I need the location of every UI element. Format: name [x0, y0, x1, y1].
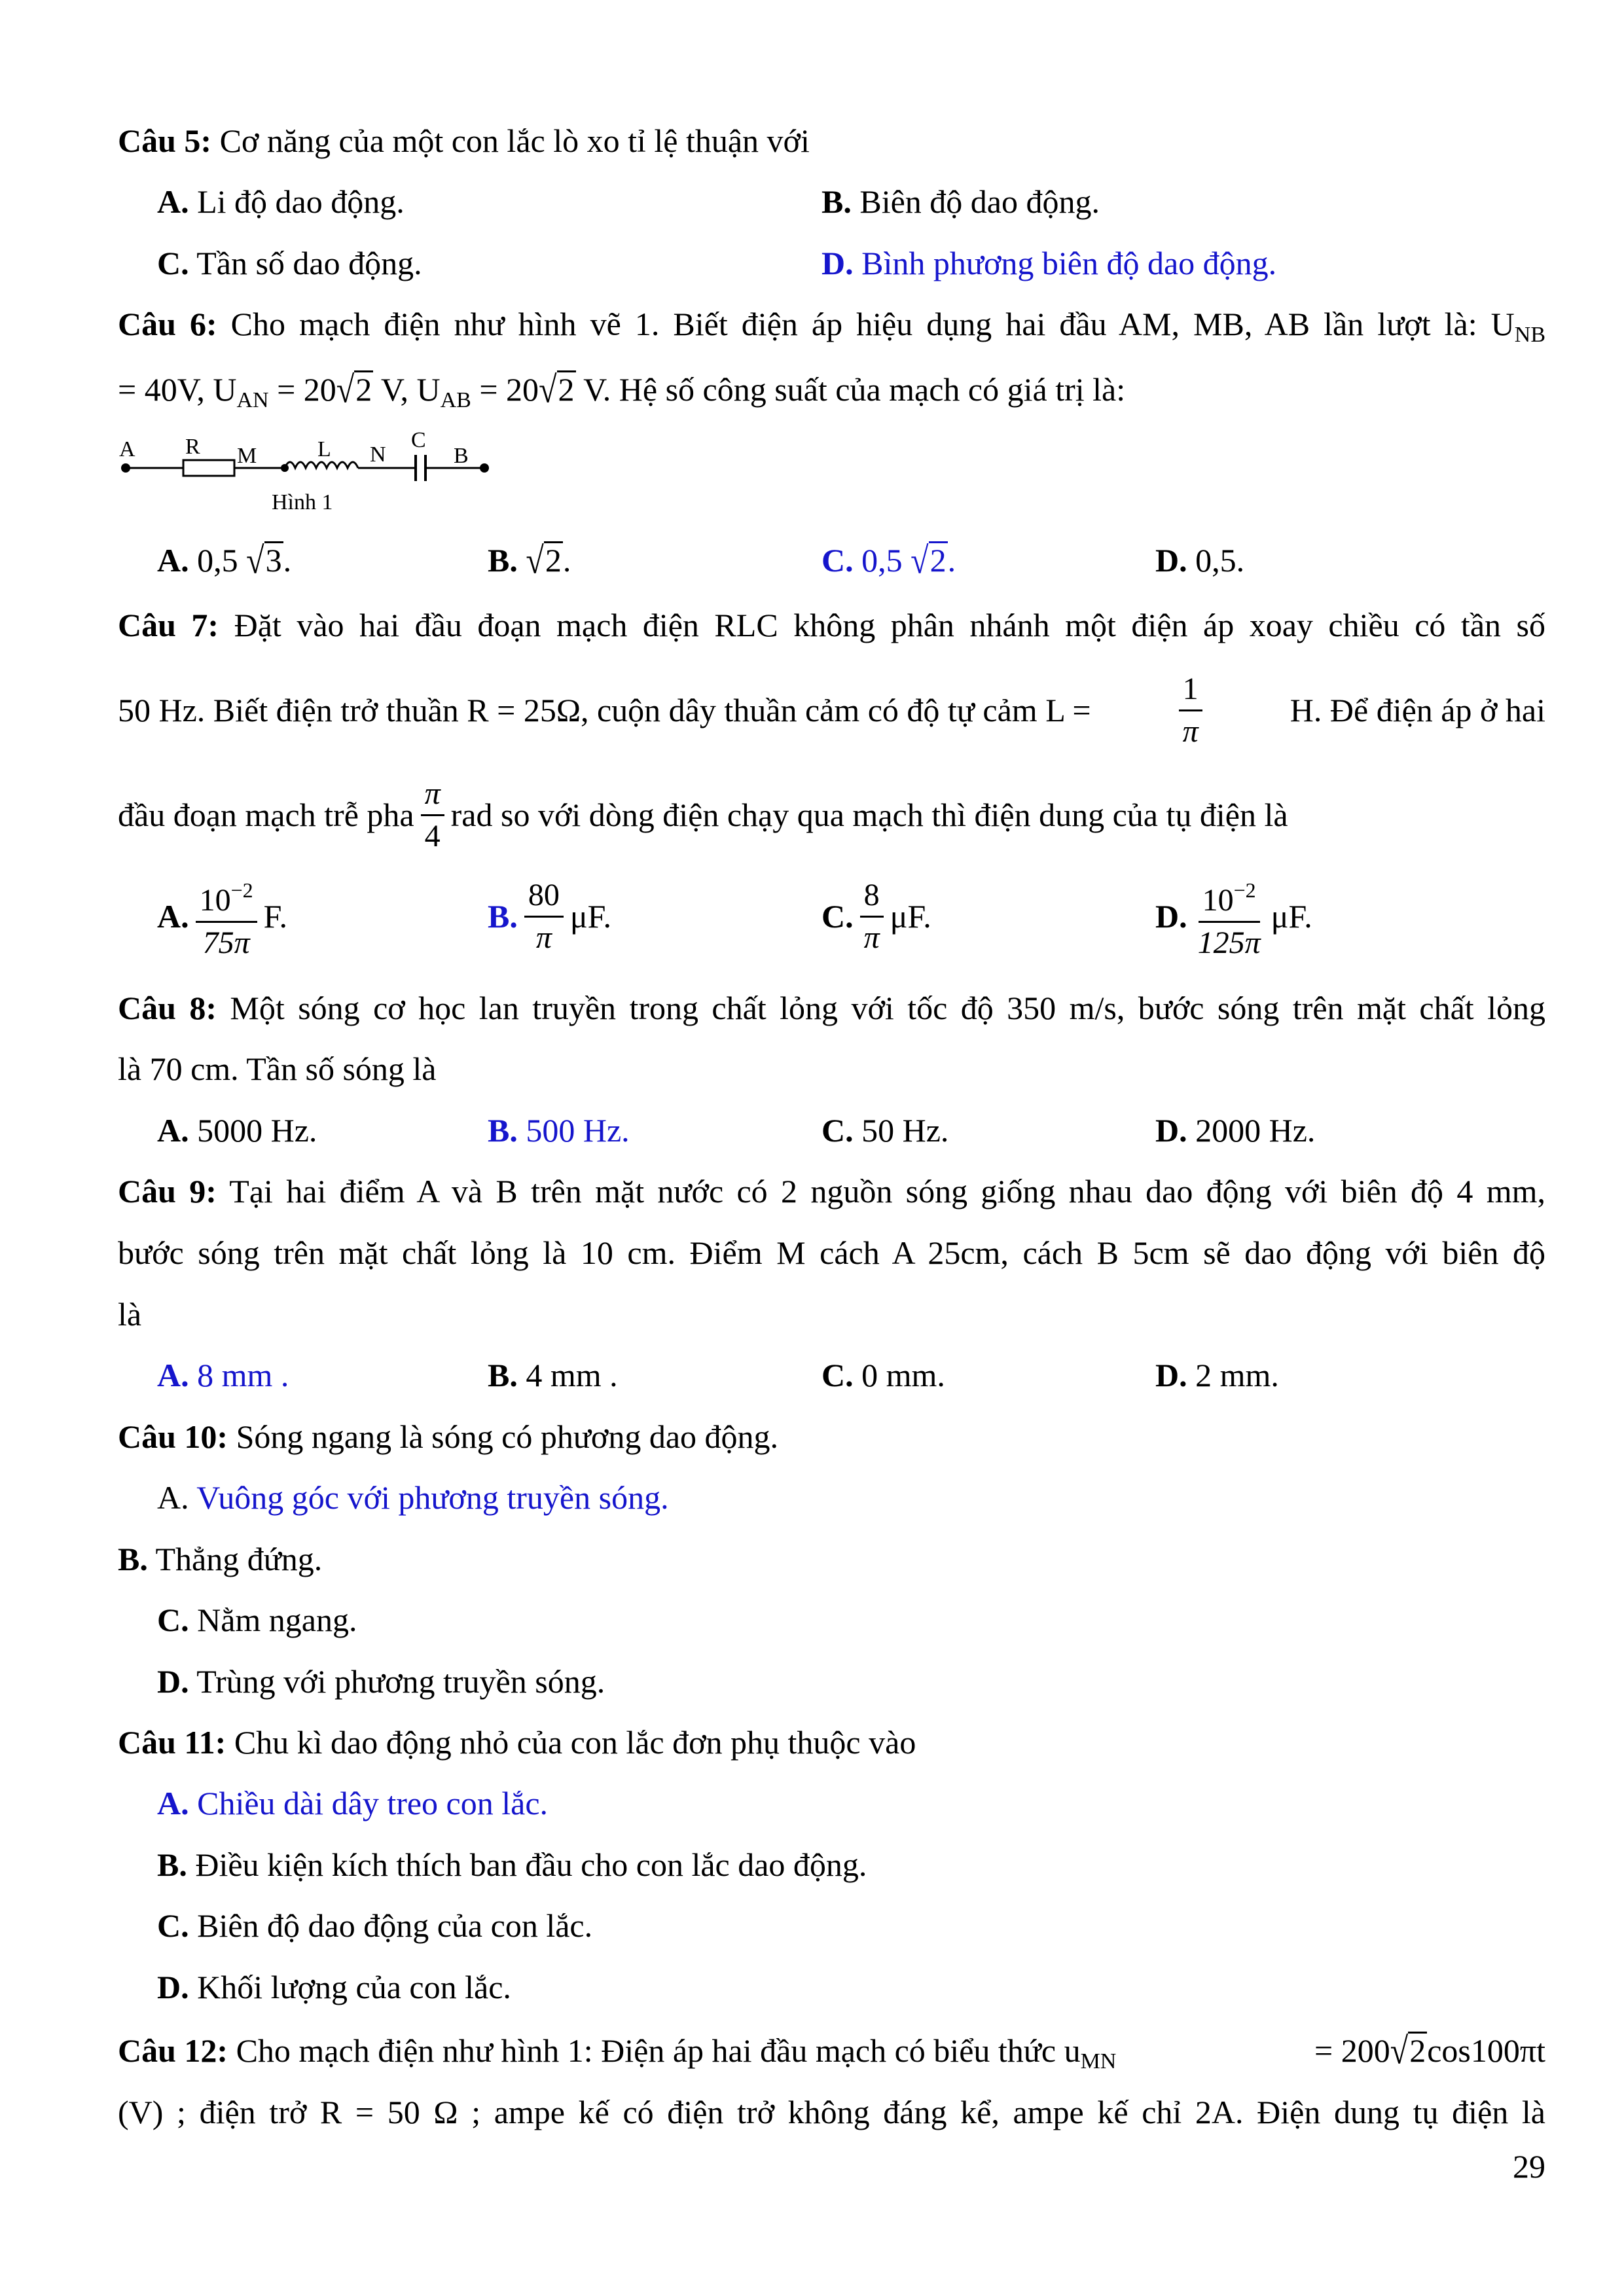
- q6-stem2-e: V. Hệ số công suất của mạch có giá trị là:: [575, 371, 1126, 408]
- q9-stem-line3: là: [118, 1296, 142, 1333]
- q5-option-a-text: Li độ dao động.: [189, 183, 405, 220]
- q9-option-d-text: 2 mm.: [1187, 1357, 1279, 1393]
- q7-option-b-fraction: [524, 875, 564, 958]
- label-r: R: [185, 435, 200, 459]
- node-b: [480, 463, 489, 473]
- q8-option-b: [488, 1111, 630, 1150]
- q12-stem1-a: Cho mạch điện như hình 1: Điện áp hai đầu mạch có biểu thức u: [228, 2032, 1081, 2069]
- label-c: C: [411, 429, 426, 452]
- q7-option-d: [1155, 867, 1312, 965]
- q5-option-b-text: Biên độ dao động.: [851, 183, 1100, 220]
- q11-option-a: [157, 1784, 548, 1823]
- q5-option-d: [821, 243, 1276, 283]
- q10-option-d: [157, 1662, 605, 1701]
- q6-option-d-text: 0,5.: [1187, 542, 1245, 579]
- q8-option-d: [1155, 1111, 1315, 1150]
- q10-option-c-letter: C.: [157, 1602, 189, 1638]
- q9-stem1: Tại hai điểm A và B trên mặt nước có 2 nguồn sóng giống nhau dao động với biên độ 4 mm,: [216, 1173, 1545, 1210]
- q6-option-d: [1155, 541, 1244, 580]
- q6-option-b-text: [518, 542, 526, 579]
- q10-option-d-text: Trùng với phương truyền sóng.: [189, 1663, 605, 1700]
- q8-option-c: [821, 1111, 948, 1150]
- q10-option-b-letter: B.: [118, 1541, 148, 1577]
- q7-option-d-exp: −2: [1233, 878, 1256, 902]
- q6-sqrt-2-value: 2: [558, 371, 575, 408]
- q10-label: Câu 10:: [118, 1418, 228, 1455]
- q10-option-a-letter: A.: [157, 1479, 189, 1516]
- q10-stem-text: Sóng ngang là sóng có phương dao động.: [228, 1418, 779, 1455]
- node-m: [281, 464, 289, 472]
- q7-option-c: [821, 867, 931, 965]
- q7-fraction-pi-den: 4: [424, 818, 441, 853]
- q5-stem-text: Cơ năng của một con lắc lò xo tỉ lệ thuận với: [211, 122, 810, 159]
- q8-option-d-letter: D.: [1155, 1112, 1187, 1149]
- q10-option-d-letter: D.: [157, 1663, 189, 1700]
- q6-stem2-b: = 20: [268, 371, 336, 408]
- q7-stem-line2: [118, 661, 1545, 759]
- q8-option-b-letter: B.: [488, 1112, 518, 1149]
- q12-sub-mn: MN: [1080, 2049, 1117, 2073]
- q7-stem2-b: H. Để điện áp ở hai: [1290, 692, 1545, 728]
- q7-option-b-num: 80: [524, 875, 564, 918]
- q12-label: Câu 12:: [118, 2032, 228, 2069]
- q10-option-a: [157, 1478, 669, 1517]
- q9-option-b: [488, 1355, 618, 1395]
- label-l: L: [317, 437, 331, 461]
- q11-option-c: [157, 1906, 592, 1945]
- q6-option-b-sqrt: √2: [526, 539, 562, 582]
- q9-label: Câu 9:: [118, 1173, 217, 1210]
- q7-stem-line3: [118, 766, 1545, 864]
- q10-stem: [118, 1417, 1545, 1456]
- q8-label: Câu 8:: [118, 990, 217, 1026]
- q12-sqrt: √2: [1390, 2029, 1426, 2072]
- q7-option-c-num: 8: [860, 875, 884, 918]
- q7-option-b-letter: B.: [488, 898, 518, 935]
- q11-option-b-letter: B.: [157, 1846, 187, 1883]
- q6-sqrt-1-value: 2: [355, 371, 372, 408]
- q7-option-d-den: 125π: [1197, 925, 1261, 960]
- q6-option-a-after: .: [283, 542, 292, 579]
- q5-option-d-text: Bình phương biên độ dao động.: [853, 245, 1277, 281]
- q10-option-a-text: Vuông góc với phương truyền sóng.: [189, 1479, 669, 1516]
- q8-option-d-text: 2000 Hz.: [1187, 1112, 1316, 1149]
- q6-stem1: Cho mạch điện như hình vẽ 1. Biết điện áp hiệu dụng hai đầu AM, MB, AB lần lượt là: U: [217, 306, 1515, 342]
- q6-label: Câu 6:: [118, 306, 217, 342]
- q8-stem1: Một sóng cơ học lan truyền trong chất lỏng với tốc độ 350 m/s, bước sóng trên mặt chất lỏng: [217, 990, 1545, 1026]
- page-number: 29: [1513, 2148, 1545, 2185]
- q6-option-c-text: 0,5: [853, 542, 911, 579]
- q7-option-d-unit: μF.: [1271, 898, 1312, 935]
- q6-stem-line1: [118, 304, 1545, 355]
- label-b: B: [454, 444, 469, 468]
- q5-option-c-letter: C.: [157, 245, 189, 281]
- q11-option-a-letter: A.: [157, 1785, 189, 1821]
- q6-option-b-root: 2: [545, 542, 562, 579]
- q12-stem-line1: [118, 2031, 1545, 2081]
- q9-option-a: [157, 1355, 289, 1395]
- q6-stem2-d: = 20: [471, 371, 539, 408]
- q7-option-b: [488, 867, 611, 965]
- q9-stem-line1: [118, 1172, 1545, 1211]
- q7-option-c-letter: C.: [821, 898, 854, 935]
- q6-option-a-text: 0,5: [189, 542, 247, 579]
- q11-option-b-text: Điều kiện kích thích ban đầu cho con lắc dao động.: [187, 1846, 867, 1883]
- q7-fraction-l: [1179, 669, 1202, 752]
- q7-option-a-num: 10: [199, 882, 231, 918]
- q11-option-b: [157, 1845, 867, 1884]
- q5-option-c-text: Tần số dao động.: [189, 245, 422, 281]
- q6-option-a-letter: A.: [157, 542, 189, 579]
- q7-option-a-unit: F.: [263, 898, 287, 935]
- q6-option-d-letter: D.: [1155, 542, 1187, 579]
- q8-stem-line1: [118, 988, 1545, 1028]
- q10-option-b: [118, 1539, 322, 1579]
- q12-stem-line2: (V) ; điện trở R = 50 Ω ; ampe kế có điện trở không đáng kể, ampe kế chỉ 2A. Điện dung tụ điện là: [118, 2094, 1545, 2130]
- q8-option-c-letter: C.: [821, 1112, 854, 1149]
- q8-option-a-text: 5000 Hz.: [189, 1112, 317, 1149]
- q11-option-d-letter: D.: [157, 1969, 189, 2005]
- inductor-coil: [285, 462, 358, 468]
- q9-option-a-letter: A.: [157, 1357, 189, 1393]
- q6-option-c-letter: C.: [821, 542, 854, 579]
- q7-option-a-den: 75π: [202, 925, 250, 960]
- q5-option-a-letter: A.: [157, 183, 189, 220]
- q7-option-d-num: 10: [1202, 882, 1234, 918]
- q8-stem-line2: là 70 cm. Tần số sóng là: [118, 1050, 437, 1087]
- q6-option-a-sqrt: √3: [246, 539, 282, 582]
- q7-stem3-a: đầu đoạn mạch trễ pha: [118, 797, 414, 833]
- q7-fraction-pi: [421, 774, 444, 857]
- q12-stem1-c: cos100πt: [1427, 2032, 1545, 2069]
- q6-stem-line2: [118, 370, 1545, 420]
- q7-option-b-den: π: [535, 920, 552, 955]
- label-a: A: [119, 437, 135, 461]
- figure-caption: Hình 1: [272, 490, 333, 514]
- q5-option-b-letter: B.: [821, 183, 852, 220]
- q9-stem-line2: bước sóng trên mặt chất lỏng là 10 cm. Điểm M cách A 25cm, cách B 5cm sẽ dao động với biên độ: [118, 1234, 1545, 1271]
- q6-sub-nb: NB: [1514, 323, 1545, 347]
- q5-option-a: [157, 182, 405, 221]
- q7-option-d-letter: D.: [1155, 898, 1187, 935]
- resistor: [183, 460, 234, 476]
- q7-option-a-letter: A.: [157, 898, 189, 935]
- q9-option-d: [1155, 1355, 1279, 1395]
- q7-label: Câu 7:: [118, 607, 219, 643]
- q6-option-a-root: 3: [265, 542, 282, 579]
- q7-option-a: [157, 867, 287, 965]
- q9-option-d-letter: D.: [1155, 1357, 1187, 1393]
- q11-label: Câu 11:: [118, 1724, 226, 1761]
- q7-option-c-unit: μF.: [890, 898, 931, 935]
- q9-option-b-letter: B.: [488, 1357, 518, 1393]
- q6-stem2-c: V, U: [373, 371, 441, 408]
- q8-option-b-text: 500 Hz.: [517, 1112, 630, 1149]
- q7-fraction-l-num: 1: [1179, 669, 1202, 711]
- q6-option-c: [821, 541, 956, 580]
- q12-stem1-b: = 200: [1314, 2032, 1390, 2069]
- label-n: N: [370, 442, 386, 467]
- q10-option-c-text: Nằm ngang.: [189, 1602, 357, 1638]
- q7-stem-line1: [118, 605, 1545, 645]
- q7-option-a-fraction: [196, 870, 257, 963]
- q7-option-a-exp: −2: [230, 878, 253, 902]
- q5-option-d-letter: D.: [821, 245, 854, 281]
- q6-option-c-sqrt: √2: [911, 539, 947, 582]
- q6-option-b-letter: B.: [488, 542, 518, 579]
- q6-option-c-root: 2: [929, 542, 947, 579]
- q11-option-d: [157, 1967, 511, 2007]
- q6-sub-ab: AB: [440, 388, 471, 412]
- q6-option-b-after: .: [562, 542, 571, 579]
- q9-option-c-text: 0 mm.: [853, 1357, 945, 1393]
- q5-stem: [118, 121, 1545, 160]
- q7-fraction-pi-num: π: [421, 774, 444, 816]
- q10-option-c: [157, 1600, 357, 1640]
- q12-sqrt-value: 2: [1409, 2032, 1426, 2069]
- q11-stem: [118, 1723, 1545, 1762]
- q6-sqrt-1: √2: [336, 368, 372, 411]
- q9-option-c-letter: C.: [821, 1357, 854, 1393]
- q9-option-c: [821, 1355, 945, 1395]
- q9-option-a-text: 8 mm .: [189, 1357, 289, 1393]
- q11-option-c-text: Biên độ dao động của con lắc.: [189, 1907, 593, 1944]
- q6-sub-an: AN: [236, 388, 269, 412]
- q11-stem-text: Chu kì dao động nhỏ của con lắc đơn phụ thuộc vào: [226, 1724, 916, 1761]
- q8-option-c-text: 50 Hz.: [853, 1112, 949, 1149]
- q5-label: Câu 5:: [118, 122, 212, 159]
- q7-option-b-unit: μF.: [569, 898, 611, 935]
- q6-option-a: [157, 541, 291, 580]
- q6-stem2-a: = 40V, U: [118, 371, 237, 408]
- q7-stem3-b: rad so với dòng điện chạy qua mạch thì điện dung của tụ điện là: [450, 797, 1288, 833]
- q7-option-d-fraction: [1194, 870, 1265, 963]
- node-a: [121, 463, 130, 473]
- q7-option-c-fraction: [860, 875, 884, 958]
- q8-option-a-letter: A.: [157, 1112, 189, 1149]
- q6-option-c-after: .: [947, 542, 956, 579]
- label-m: M: [237, 444, 257, 468]
- q7-fraction-l-den: π: [1182, 713, 1199, 749]
- q6-option-b: [488, 541, 571, 580]
- q11-option-d-text: Khối lượng của con lắc.: [189, 1969, 511, 2005]
- q11-option-c-letter: C.: [157, 1907, 189, 1944]
- q7-option-c-den: π: [863, 920, 880, 955]
- q5-option-c: [157, 243, 422, 283]
- q10-option-b-text: Thẳng đứng.: [147, 1541, 323, 1577]
- q6-sqrt-2: √2: [539, 368, 575, 411]
- q11-option-a-text: Chiều dài dây treo con lắc.: [189, 1785, 549, 1821]
- circuit-diagram: [118, 429, 497, 520]
- q9-option-b-text: 4 mm .: [517, 1357, 618, 1393]
- q7-stem2-a: 50 Hz. Biết điện trở thuần R = 25Ω, cuộn dây thuần cảm có độ tự cảm L =: [118, 692, 1091, 728]
- q5-option-b: [821, 182, 1100, 221]
- q8-option-a: [157, 1111, 317, 1150]
- q7-stem1: Đặt vào hai đầu đoạn mạch điện RLC không phân nhánh một điện áp xoay chiều có tần số: [219, 607, 1545, 643]
